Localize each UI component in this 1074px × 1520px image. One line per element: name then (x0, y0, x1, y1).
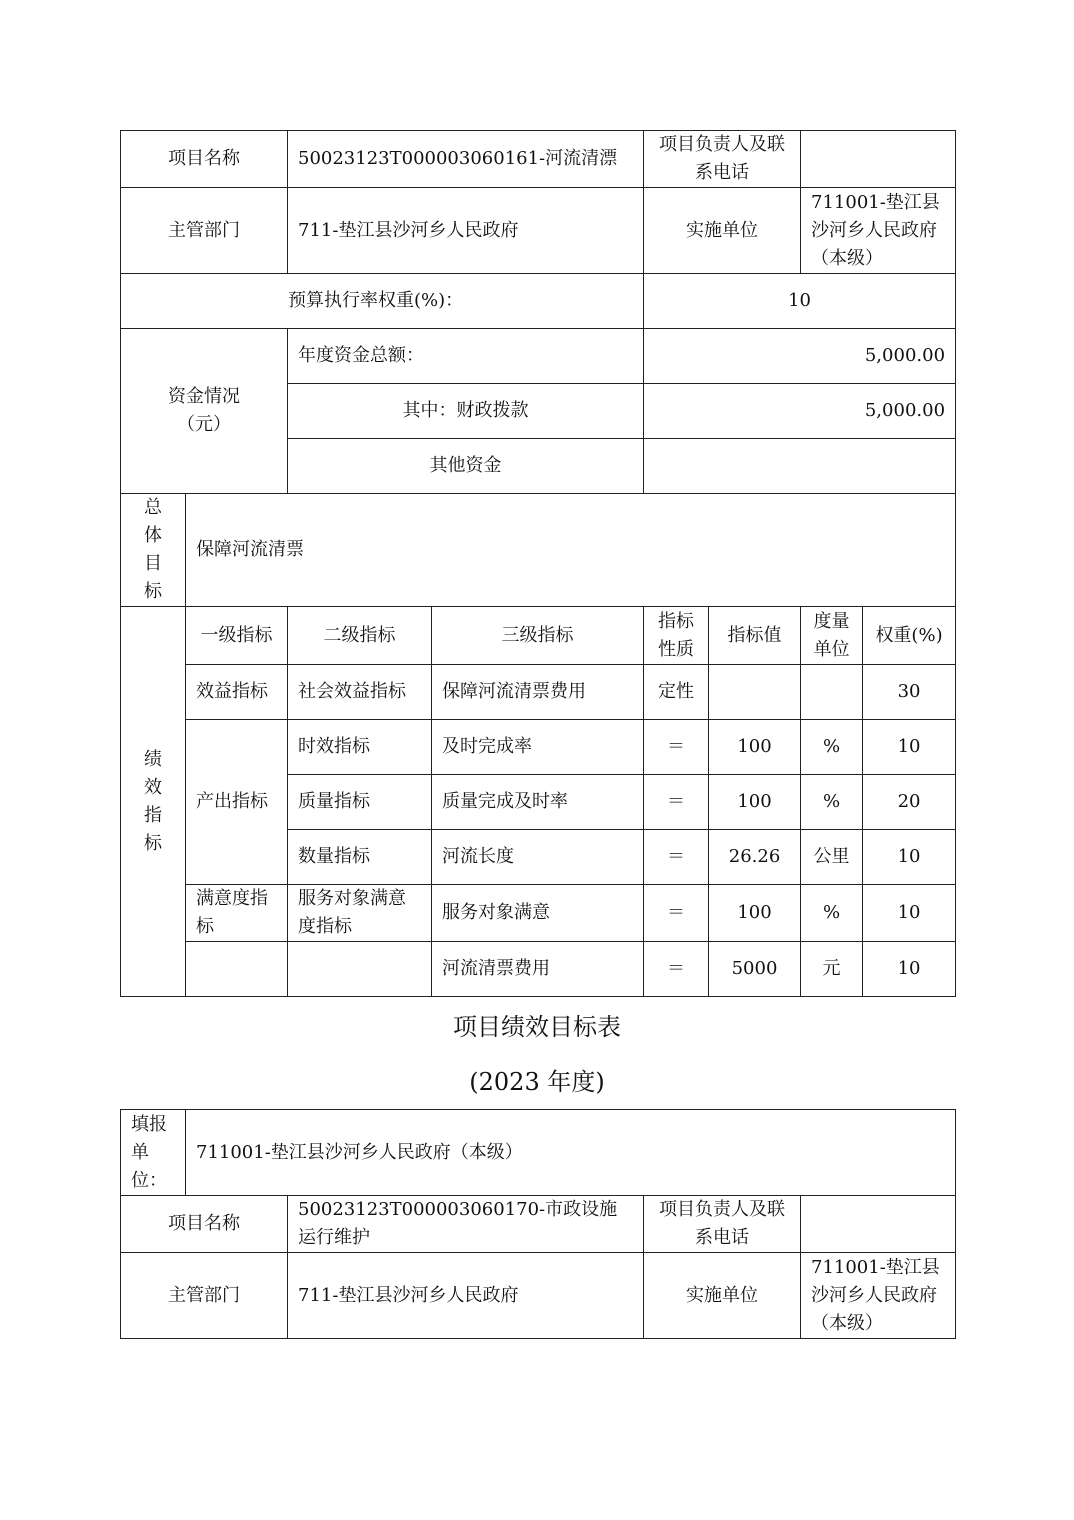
project-name-value: 50023123T000003060161-河流清漂 (288, 131, 644, 188)
table-row (121, 885, 956, 942)
cell-weight: 10 (863, 942, 956, 997)
cell-level3: 及时完成率 (432, 720, 644, 775)
performance-table-2 (120, 1109, 956, 1339)
project-name-label: 项目名称 (121, 131, 288, 188)
section-title: 项目绩效目标表 (453, 1013, 621, 1041)
table-row (121, 665, 956, 720)
cell-weight: 10 (863, 830, 956, 885)
cell-unit: 元 (801, 942, 863, 997)
cell-level3: 质量完成及时率 (432, 775, 644, 830)
cell-unit: % (801, 775, 863, 830)
cell-weight: 20 (863, 775, 956, 830)
cell-unit (801, 665, 863, 720)
budget-weight-label: 预算执行率权重(%)： (121, 274, 644, 329)
cell-nature: ＝ (644, 830, 709, 885)
dept-label: 主管部门 (121, 1253, 288, 1339)
cell-level2: 质量指标 (288, 775, 432, 830)
budget-weight-value: 10 (644, 274, 956, 329)
cell-value: 26.26 (709, 830, 801, 885)
section-subtitle: (2023 年度) (469, 1068, 605, 1096)
overall-goal-value: 保障河流清票 (186, 494, 956, 607)
leader-value (801, 131, 956, 188)
dept-value: 711-垫江县沙河乡人民政府 (288, 1253, 644, 1339)
cell-weight: 30 (863, 665, 956, 720)
cell-level1 (186, 942, 288, 997)
cell-value: 100 (709, 885, 801, 942)
dept-label: 主管部门 (121, 188, 288, 274)
impl-label: 实施单位 (644, 188, 801, 274)
header-value: 指标值 (709, 607, 801, 665)
header-unit: 度量单位 (801, 607, 863, 665)
header-weight: 权重(%) (863, 607, 956, 665)
cell-level3: 河流长度 (432, 830, 644, 885)
cell-nature: 定性 (644, 665, 709, 720)
fund-label: 资金情况（元） (121, 329, 288, 494)
impl-value: 711001-垫江县沙河乡人民政府（本级） (801, 1253, 956, 1339)
fund-total-value: 5,000.00 (644, 329, 956, 384)
cell-weight: 10 (863, 885, 956, 942)
cell-level1: 产出指标 (186, 720, 288, 885)
cell-unit: 公里 (801, 830, 863, 885)
cell-level3: 河流清票费用 (432, 942, 644, 997)
fund-fiscal-value: 5,000.00 (644, 384, 956, 439)
header-nature: 指标性质 (644, 607, 709, 665)
cell-value: 100 (709, 775, 801, 830)
cell-nature: ＝ (644, 720, 709, 775)
cell-unit: % (801, 720, 863, 775)
cell-level1: 满意度指标 (186, 885, 288, 942)
leader-label: 项目负责人及联系电话 (644, 131, 801, 188)
cell-level2: 时效指标 (288, 720, 432, 775)
cell-level2 (288, 942, 432, 997)
header-level1: 一级指标 (186, 607, 288, 665)
fill-unit-value: 711001-垫江县沙河乡人民政府（本级） (186, 1110, 956, 1196)
table-row (121, 942, 956, 997)
table-row (121, 720, 956, 775)
project-name-value: 50023123T000003060170-市政设施运行维护 (288, 1196, 644, 1253)
header-level3: 三级指标 (432, 607, 644, 665)
leader-label: 项目负责人及联系电话 (644, 1196, 801, 1253)
leader-value (801, 1196, 956, 1253)
fill-unit-label: 填报 单 位： (121, 1110, 186, 1196)
cell-level3: 保障河流清票费用 (432, 665, 644, 720)
cell-level3: 服务对象满意 (432, 885, 644, 942)
fund-total-label: 年度资金总额： (288, 329, 644, 384)
fund-fiscal-label: 其中：财政拨款 (288, 384, 644, 439)
cell-value (709, 665, 801, 720)
cell-level2: 数量指标 (288, 830, 432, 885)
project-name-label: 项目名称 (121, 1196, 288, 1253)
performance-table-1 (120, 130, 956, 997)
impl-value: 711001-垫江县沙河乡人民政府（本级） (801, 188, 956, 274)
cell-level2: 服务对象满意度指标 (288, 885, 432, 942)
cell-value: 5000 (709, 942, 801, 997)
cell-nature: ＝ (644, 885, 709, 942)
cell-nature: ＝ (644, 942, 709, 997)
perf-indicator-label: 绩 效 指 标 (121, 607, 186, 997)
cell-weight: 10 (863, 720, 956, 775)
cell-level2: 社会效益指标 (288, 665, 432, 720)
cell-value: 100 (709, 720, 801, 775)
cell-unit: % (801, 885, 863, 942)
fund-other-value (644, 439, 956, 494)
impl-label: 实施单位 (644, 1253, 801, 1339)
header-level2: 二级指标 (288, 607, 432, 665)
fund-other-label: 其他资金 (288, 439, 644, 494)
cell-nature: ＝ (644, 775, 709, 830)
overall-goal-label: 总 体 目 标 (121, 494, 186, 607)
dept-value: 711-垫江县沙河乡人民政府 (288, 188, 644, 274)
cell-level1: 效益指标 (186, 665, 288, 720)
